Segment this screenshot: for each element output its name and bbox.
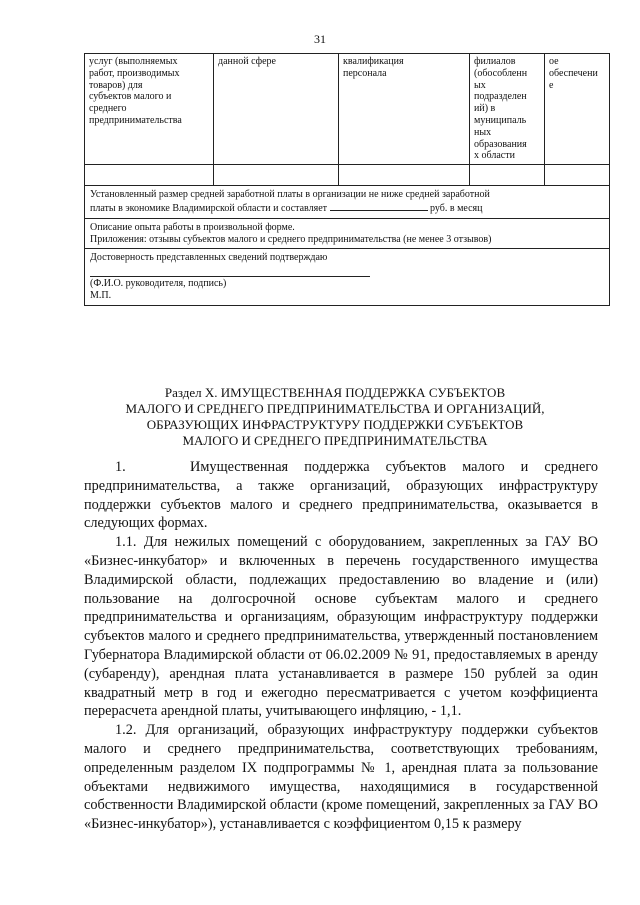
cell-services [85,54,214,165]
text-line: ных [474,126,492,138]
confirmation-row [85,249,610,305]
salary-row [85,186,610,219]
text-line: х области [474,150,515,162]
salary-text-start: платы в экономике Владимирской области и составляет [90,202,328,214]
text-line: (обособленн [474,67,528,79]
text-line: ых [474,79,486,91]
text-line: образования [474,138,527,150]
salary-cell [85,186,610,219]
experience-text: Описание опыта работы в произвольной форме. [90,221,295,233]
signature-caption: (Ф.И.О. руководителя, подпись) [90,278,227,290]
text-line: персонала [343,67,387,79]
stamp-label: М.П. [90,289,112,301]
empty-cell[interactable] [214,165,339,186]
cell-qualification [339,54,470,165]
text-line: предпринимательства [89,114,182,126]
text-line: ий) в [474,103,496,115]
empty-cell[interactable] [470,165,545,186]
text-line: подразделен [474,91,527,103]
text-line: квалификация [343,56,404,67]
heading-line: МАЛОГО И СРЕДНЕГО ПРЕДПРИНИМАТЕЛЬСТВА И ОРГАНИЗАЦИЙ, [125,401,545,416]
text-line: товаров) для [89,79,143,91]
cell-branches [470,54,545,165]
text-line: данной сфере [218,56,276,67]
text-line: е [549,79,554,91]
paragraph: 1.2. Для организаций, образующих инфраструктуру поддержки субъектов малого и среднего предпринимательства, соответствующих требованиям, определенным разделом IX подпрограммы № 1, арендная плата за пользование объектами недвижимого имущества, находящимися в государственной собственности Владимирской области (кроме помещений, закрепленных за ГАУ ВО «Бизнес-инкубатор»), устанавливается с коэффициентом 0,15 к размеру [84,722,598,833]
body-text [84,458,598,834]
text-line: среднего [89,103,127,115]
salary-text: Установленный размер средней заработной платы в организации не ниже средней заработной [90,189,490,201]
table-header-row [85,54,610,165]
empty-cell[interactable] [85,165,214,186]
table-empty-row [85,165,610,186]
application-form-table [84,53,610,306]
heading-line: Раздел X. ИМУЩЕСТВЕННАЯ ПОДДЕРЖКА СУБЪЕКТОВ [164,385,506,400]
empty-cell[interactable] [545,165,610,186]
heading-line: МАЛОГО И СРЕДНЕГО ПРЕДПРИНИМАТЕЛЬСТВА [182,433,488,448]
section-heading [90,385,580,449]
text-line: ое [549,56,559,67]
salary-blank-field[interactable] [330,201,428,211]
confirmation-text: Достоверность представленных сведений подтверждаю [90,252,328,264]
page-number: 31 [314,32,326,46]
experience-cell [85,218,610,249]
paragraph: 1.1. Для нежилых помещений с оборудованием, закрепленных за ГАУ ВО «Бизнес-инкубатор» и включенных в перечень государственного имущества Владимирской области, подлежащих предоставлению во владение и (или) пользование на долгосрочной основе субъектам малого и среднего предпринимательства и организациям, образующим инфраструктуру поддержки субъектов малого и среднего предпринимательства, утвержденный постановлением Губернатора Владимирской области от 06.02.2009 № 91, предоставляемых в аренду (субаренду), арендная плата устанавливается в размере 150 рублей за один квадратный метр в год и ежегодно пересматривается с учетом коэффициента перерасчета арендной платы, учитывающего инфляцию, - 1,1. [84,534,598,720]
text-line: работ, производимых [89,67,180,79]
cell-provision [545,54,610,165]
empty-cell[interactable] [339,165,470,186]
text-line: обеспечени [549,67,598,79]
signature-line[interactable] [90,264,370,277]
experience-row [85,218,610,249]
text-line: услуг (выполняемых [89,56,178,67]
confirmation-cell [85,249,610,305]
salary-unit: руб. в месяц [430,202,483,214]
text-line: субъектов малого и [89,91,172,103]
text-line: муниципаль [474,114,527,126]
paragraph: 1. Имущественная поддержка субъектов малого и среднего предпринимательства, а также организаций, образующих инфраструктуру поддержки субъектов малого и среднего предпринимательства, оказывается в следующих формах. [84,459,598,532]
text-line: филиалов [474,56,516,67]
heading-line: ОБРАЗУЮЩИХ ИНФРАСТРУКТУРУ ПОДДЕРЖКИ СУБЪЕКТОВ [146,417,524,432]
attachments-text: Приложения: отзывы субъектов малого и среднего предпринимательства (не менее 3 отзывов) [90,233,492,245]
salary-text-line2 [90,201,604,215]
cell-sphere [214,54,339,165]
